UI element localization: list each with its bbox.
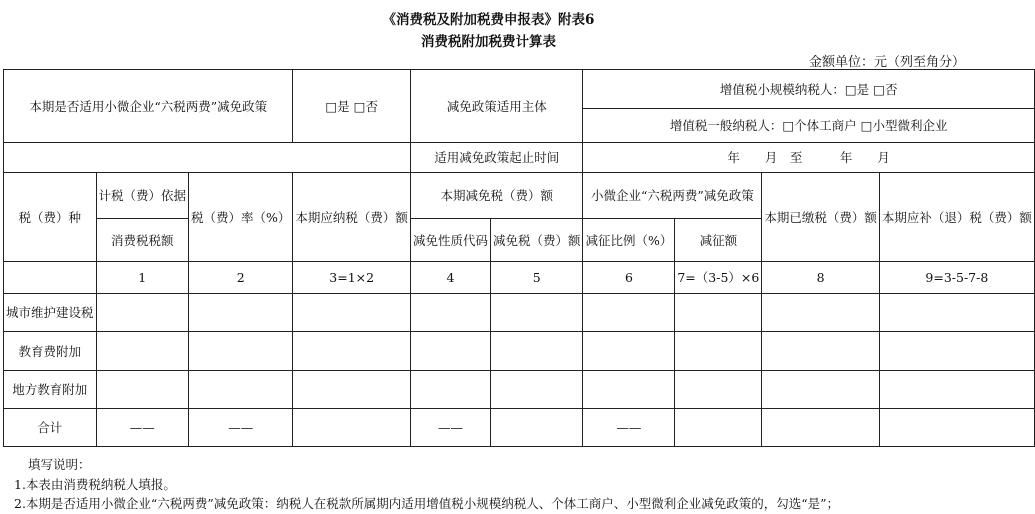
col-number: 4 xyxy=(410,262,490,294)
header-tax-type: 税（费）种 xyxy=(4,173,97,262)
input-cell[interactable] xyxy=(762,371,880,409)
input-cell[interactable] xyxy=(490,409,583,447)
table-row xyxy=(4,332,1035,371)
header-relief-amount: 减免税（费）额 xyxy=(490,219,583,262)
input-cell[interactable] xyxy=(410,371,490,409)
input-cell[interactable] xyxy=(293,409,411,447)
surtax-calculation-table xyxy=(3,69,1035,447)
input-cell[interactable] xyxy=(675,371,762,409)
header-basis-sub: 消费税税额 xyxy=(96,219,189,262)
relief-period-field[interactable]: 年 月 至 年 月 xyxy=(583,143,1034,173)
input-cell[interactable] xyxy=(189,371,293,409)
input-cell[interactable] xyxy=(96,294,189,332)
input-cell[interactable] xyxy=(189,332,293,371)
input-cell[interactable] xyxy=(189,294,293,332)
header-rate: 税（费）率（%） xyxy=(189,173,293,262)
row-label: 城市维护建设税 xyxy=(4,294,97,332)
col-number: 6 xyxy=(583,262,675,294)
relief-period-label: 适用减免政策起止时间 xyxy=(410,143,583,173)
input-cell[interactable] xyxy=(879,409,1034,447)
input-cell[interactable] xyxy=(675,409,762,447)
header-payable: 本期应纳税（费）额 xyxy=(293,173,411,262)
notes-heading: 填写说明： xyxy=(28,457,91,472)
header-reduce-amount: 减征额 xyxy=(675,219,762,262)
header-relief-group: 本期减免税（费）额 xyxy=(410,173,583,219)
input-cell[interactable] xyxy=(490,332,583,371)
blank-cell xyxy=(4,262,97,294)
input-cell[interactable] xyxy=(490,294,583,332)
policy-question: 本期是否适用小微企业“六税两费”减免政策 xyxy=(4,70,293,143)
dash-cell: —— xyxy=(583,409,675,447)
header-refund: 本期应补（退）税（费）额 xyxy=(879,173,1034,262)
dash-cell: —— xyxy=(96,409,189,447)
input-cell[interactable] xyxy=(762,409,880,447)
input-cell[interactable] xyxy=(583,332,675,371)
input-cell[interactable] xyxy=(762,332,880,371)
row-label: 教育费附加 xyxy=(4,332,97,371)
input-cell[interactable] xyxy=(762,294,880,332)
col-number: 8 xyxy=(762,262,880,294)
blank-cell xyxy=(4,143,411,173)
input-cell[interactable] xyxy=(96,332,189,371)
input-cell[interactable] xyxy=(675,294,762,332)
header-basis-group: 计税（费）依据 xyxy=(96,173,189,219)
small-scale-taxpayer-checkboxes[interactable]: 增值税小规模纳税人：□是 □否 xyxy=(583,70,1034,109)
input-cell[interactable] xyxy=(410,332,490,371)
dash-cell: —— xyxy=(189,409,293,447)
input-cell[interactable] xyxy=(293,332,411,371)
input-cell[interactable] xyxy=(293,294,411,332)
col-number: 2 xyxy=(189,262,293,294)
form-subtitle: 消费税附加税费计算表 xyxy=(421,34,556,50)
col-number: 1 xyxy=(96,262,189,294)
col-number: 9=3-5-7-8 xyxy=(879,262,1034,294)
input-cell[interactable] xyxy=(879,371,1034,409)
note-item: 1.本表由消费税纳税人填报。 xyxy=(14,476,176,492)
policy-answer-checkboxes[interactable]: □是 □否 xyxy=(293,70,411,143)
table-row xyxy=(4,294,1035,332)
input-cell[interactable] xyxy=(675,332,762,371)
form-title: 《消费税及附加税费申报表》附表6 xyxy=(382,12,595,28)
input-cell[interactable] xyxy=(879,294,1034,332)
input-cell[interactable] xyxy=(410,294,490,332)
relief-subject-label: 减免政策适用主体 xyxy=(410,70,583,143)
input-cell[interactable] xyxy=(293,371,411,409)
input-cell[interactable] xyxy=(96,371,189,409)
table-row xyxy=(4,371,1035,409)
filling-instructions xyxy=(14,455,839,514)
col-number: 3=1×2 xyxy=(293,262,411,294)
total-row xyxy=(4,409,1035,447)
note-item: 2.本期是否适用小微企业“六税两费”减免政策：纳税人在税款所属期内适用增值税小规模纳税人、个体工商户、小型微利企业减免政策的，勾选“是”； xyxy=(14,496,839,511)
dash-cell: —— xyxy=(410,409,490,447)
input-cell[interactable] xyxy=(879,332,1034,371)
general-taxpayer-checkboxes[interactable]: 增值税一般纳税人：□个体工商户 □小型微利企业 xyxy=(583,109,1034,143)
header-relief-code: 减免性质代码 xyxy=(410,219,490,262)
amount-unit-label: 金额单位：元（列至角分） xyxy=(808,55,965,70)
row-label: 地方教育附加 xyxy=(4,371,97,409)
col-number: 5 xyxy=(490,262,583,294)
header-paid: 本期已缴税（费）额 xyxy=(762,173,880,262)
header-reduce-ratio: 减征比例（%） xyxy=(583,219,675,262)
input-cell[interactable] xyxy=(583,371,675,409)
input-cell[interactable] xyxy=(490,371,583,409)
header-policy-group: 小微企业“六税两费”减免政策 xyxy=(583,173,762,219)
col-number: 7=（3-5）×6 xyxy=(675,262,762,294)
total-label: 合计 xyxy=(4,409,97,447)
input-cell[interactable] xyxy=(583,294,675,332)
